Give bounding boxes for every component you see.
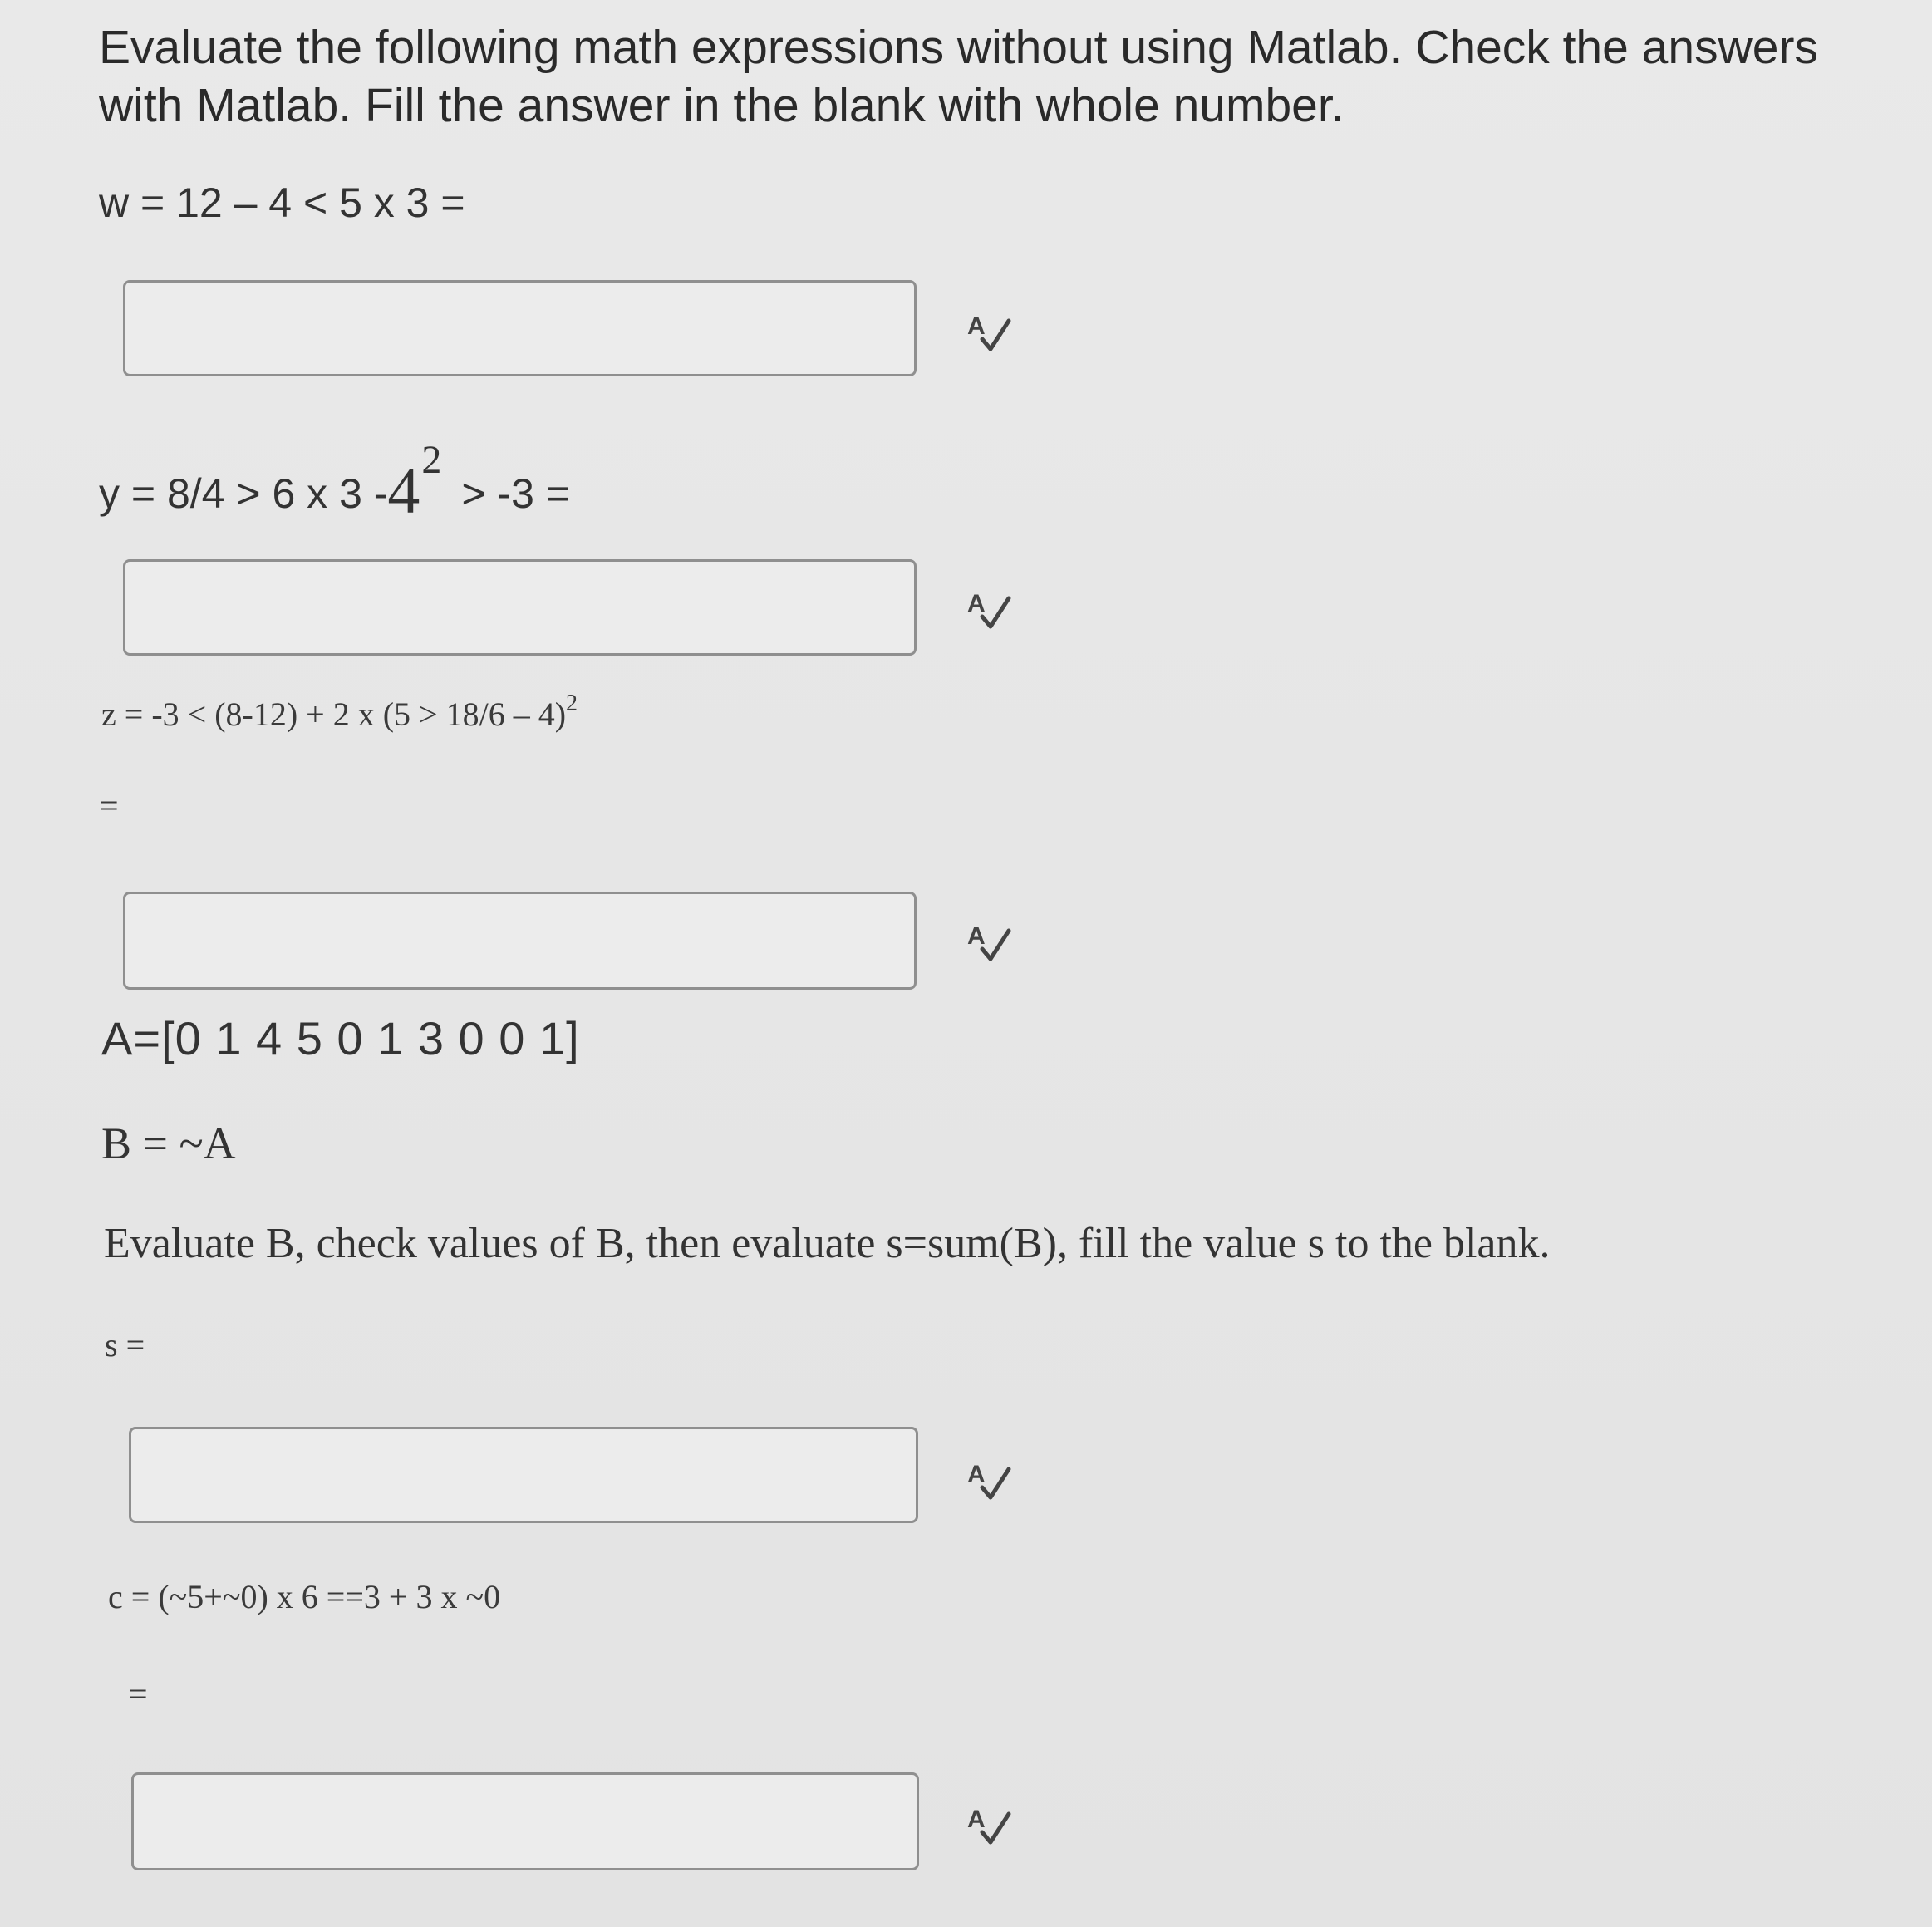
question-c-equals: =: [129, 1675, 148, 1713]
instructions-line-1: Evaluate the following math expressions without using Matlab. Check the answers: [99, 21, 1818, 74]
question-z-expression: [101, 691, 578, 734]
instructions-line-2: with Matlab. Fill the answer in the blank with whole number.: [99, 79, 1345, 132]
svg-text:A: A: [967, 922, 986, 950]
question-z-exponent: 2: [566, 691, 578, 716]
question-y-exponent: 2: [421, 438, 442, 482]
question-y-suffix: > -3 =: [461, 470, 570, 517]
svg-text:A: A: [967, 590, 986, 617]
question-s-instruction: Evaluate B, check values of B, then evaluate s=sum(B), fill the value s to the blank.: [104, 1220, 1551, 1267]
answer-z-input[interactable]: [123, 892, 917, 990]
question-c-expression: c = (~5+~0) x 6 ==3 + 3 x ~0: [108, 1578, 501, 1615]
matrix-a-definition: A=[0 1 4 5 0 1 3 0 0 1]: [101, 1012, 580, 1064]
spellcheck-icon[interactable]: [964, 1799, 1014, 1849]
question-z-equals: =: [100, 787, 119, 824]
svg-text:A: A: [967, 312, 986, 340]
question-s-label: s =: [105, 1326, 145, 1364]
answer-c-input[interactable]: [131, 1772, 919, 1870]
answer-y-input[interactable]: [123, 559, 917, 656]
spellcheck-icon[interactable]: [964, 583, 1014, 633]
question-y-expression: [99, 438, 570, 527]
b-definition: B = ~A: [101, 1118, 236, 1168]
spellcheck-icon[interactable]: [964, 306, 1014, 356]
answer-s-input[interactable]: [129, 1427, 918, 1523]
svg-text:A: A: [967, 1461, 986, 1488]
question-w-expression: w = 12 – 4 < 5 x 3 =: [99, 179, 465, 226]
spellcheck-icon[interactable]: [964, 1454, 1014, 1504]
spellcheck-icon[interactable]: [964, 916, 1014, 966]
question-z-text: z = -3 < (8-12) + 2 x (5 > 18/6 – 4): [101, 696, 567, 733]
question-y-base: 4: [387, 455, 420, 527]
answer-w-input[interactable]: [123, 280, 917, 376]
instructions: [99, 18, 1818, 135]
question-y-prefix: y = 8/4 > 6 x 3 -: [99, 470, 388, 517]
svg-text:A: A: [967, 1806, 986, 1833]
